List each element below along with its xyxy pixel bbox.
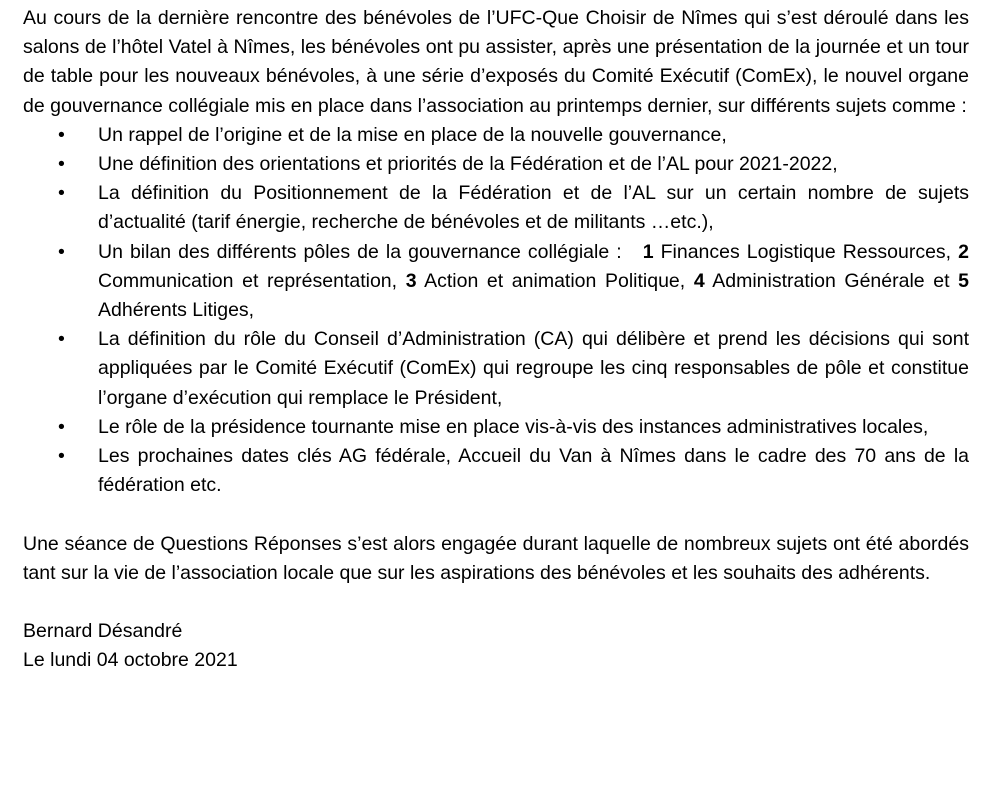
list-item-text: Un rappel de l’origine et de la mise en place de la nouvelle gouvernance, bbox=[98, 123, 727, 146]
pole-number: 4 bbox=[693, 269, 705, 292]
pole-label: Communication et représentation, bbox=[98, 269, 398, 292]
list-item bbox=[23, 325, 969, 413]
pole-number: 1 bbox=[642, 240, 654, 263]
intro-paragraph: Au cours de la dernière rencontre des bénévoles de l’UFC-Que Choisir de Nîmes qui s’est déroulé dans les salons de l’hôtel Vatel à Nîmes, les bénévoles ont pu assister, après une présentation de la journée et un tour de table pour les nouveaux bénévoles, à une série d’exposés du Comité Exécutif (ComEx), le nouvel organe de gouvernance collégiale mis en place dans l’association au printemps dernier, sur différents sujets comme : bbox=[23, 7, 969, 117]
bullet-icon: • bbox=[58, 240, 65, 263]
document-page bbox=[23, 4, 969, 676]
bullet-icon: • bbox=[58, 182, 65, 205]
pole-label: Finances Logistique Ressources, bbox=[660, 240, 952, 263]
list-item bbox=[23, 150, 969, 179]
list-item-text: La définition du rôle du Conseil d’Administration (CA) qui délibère et prend les décisions qui sont appliquées par le Comité Exécutif (ComEx) qui regroupe les cinq responsables de pôle et constitue l’organe d’exécution qui remplace le Président, bbox=[98, 328, 969, 409]
spacer bbox=[23, 500, 969, 529]
list-item-text: La définition du Positionnement de la Fédération et de l’AL sur un certain nombre de sujets d’actualité (tarif énergie, recherche de bénévoles et de militants …etc.), bbox=[98, 182, 969, 234]
pole-label: Action et animation Politique, bbox=[424, 269, 686, 292]
bullet-icon: • bbox=[58, 328, 65, 351]
signature-date: Le lundi 04 octobre 2021 bbox=[23, 649, 238, 672]
list-item bbox=[23, 442, 969, 500]
spacer bbox=[23, 588, 969, 617]
list-item bbox=[23, 179, 969, 237]
pole-number: 3 bbox=[405, 269, 417, 292]
pole-label: Administration Générale et bbox=[712, 269, 950, 292]
bullet-icon: • bbox=[58, 153, 65, 176]
closing-paragraph: Une séance de Questions Réponses s’est alors engagée durant laquelle de nombreux sujets ont été abordés tant sur la vie de l’association locale que sur les aspirations des bénévoles et les souhaits des adhérents. bbox=[23, 532, 969, 584]
pole-number: 2 bbox=[958, 240, 969, 263]
list-item-text: Une définition des orientations et priorités de la Fédération et de l’AL pour 2021-2022, bbox=[98, 153, 838, 176]
poles-lead-text: Un bilan des différents pôles de la gouvernance collégiale : bbox=[98, 240, 622, 263]
topics-list bbox=[23, 121, 969, 501]
bullet-icon: • bbox=[58, 123, 65, 146]
list-item-text: Le rôle de la présidence tournante mise en place vis-à-vis des instances administratives locales, bbox=[98, 415, 929, 438]
list-item bbox=[23, 413, 969, 442]
list-item-text: Les prochaines dates clés AG fédérale, Accueil du Van à Nîmes dans le cadre des 70 ans de la fédération etc. bbox=[98, 445, 969, 497]
bullet-icon: • bbox=[58, 445, 65, 468]
signature-name: Bernard Désandré bbox=[23, 620, 183, 643]
pole-label: Adhérents Litiges, bbox=[98, 299, 255, 322]
pole-number: 5 bbox=[958, 269, 969, 292]
list-item-poles bbox=[23, 238, 969, 326]
bullet-icon: • bbox=[58, 415, 65, 438]
list-item bbox=[23, 121, 969, 150]
